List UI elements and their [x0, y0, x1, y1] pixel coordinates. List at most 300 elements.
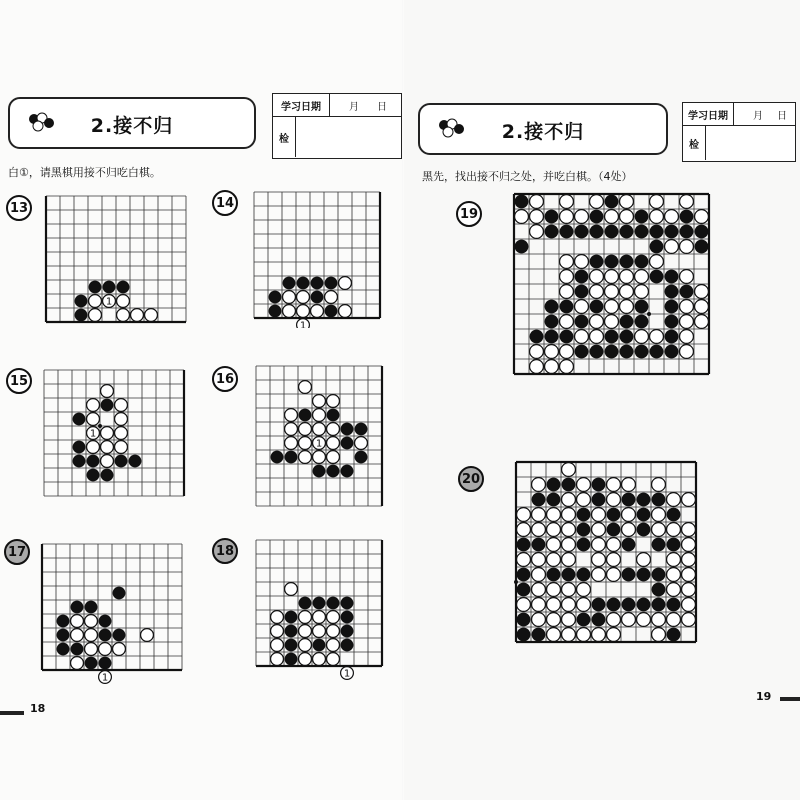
black-stone: [285, 625, 298, 638]
white-stone: [89, 309, 102, 322]
black-stone: [560, 300, 574, 314]
white-stone: [532, 478, 546, 492]
black-stone: [517, 628, 531, 642]
black-stone: [57, 615, 70, 628]
white-stone: [545, 360, 559, 374]
white-stone: [562, 538, 576, 552]
white-stone: [299, 381, 312, 394]
white-stone: [530, 210, 544, 224]
white-stone: [562, 493, 576, 507]
black-stone: [622, 598, 636, 612]
white-stone: [682, 493, 696, 507]
white-stone: [299, 423, 312, 436]
white-stone: [680, 315, 694, 329]
white-stone: [297, 291, 310, 304]
white-stone: [517, 508, 531, 522]
white-stone: [271, 625, 284, 638]
white-stone: [592, 628, 606, 642]
white-stone: [547, 613, 561, 627]
black-stone: [667, 628, 681, 642]
white-stone: [620, 210, 634, 224]
white-stone: [327, 611, 340, 624]
black-stone: [113, 587, 126, 600]
white-stone: [532, 523, 546, 537]
black-stone: [87, 469, 100, 482]
white-stone: [87, 441, 100, 454]
white-stone: [560, 315, 574, 329]
black-stone: [311, 277, 324, 290]
white-stone: [101, 385, 114, 398]
go-board-15: [40, 366, 190, 500]
white-stone: [680, 345, 694, 359]
black-stone: [327, 597, 340, 610]
white-stone: [680, 330, 694, 344]
right-title-box: [418, 103, 668, 155]
white-stone: [577, 478, 591, 492]
white-stone: [547, 538, 561, 552]
white-stone: [592, 538, 606, 552]
black-stone: [73, 413, 86, 426]
white-stone: [71, 615, 84, 628]
black-stone: [517, 568, 531, 582]
problem-number-15: 15: [6, 368, 32, 394]
white-stone: [650, 210, 664, 224]
white-stone: [299, 611, 312, 624]
black-stone: [605, 345, 619, 359]
white-stone: [299, 639, 312, 652]
move-number-label: 1: [315, 438, 323, 450]
white-stone: [517, 523, 531, 537]
black-stone: [341, 465, 354, 478]
white-stone: [620, 195, 634, 209]
problem-number-16: 16: [212, 366, 238, 392]
black-stone: [575, 225, 589, 239]
white-stone: [283, 291, 296, 304]
black-stone: [650, 345, 664, 359]
black-stone: [575, 285, 589, 299]
black-stone: [635, 315, 649, 329]
white-stone: [532, 583, 546, 597]
black-stone: [622, 568, 636, 582]
white-stone: [530, 345, 544, 359]
white-stone: [560, 360, 574, 374]
black-stone: [341, 625, 354, 638]
white-stone: [560, 195, 574, 209]
black-stone: [85, 657, 98, 670]
white-stone: [650, 255, 664, 269]
white-stone: [695, 210, 709, 224]
white-stone: [592, 553, 606, 567]
white-stone: [87, 413, 100, 426]
black-stone: [605, 330, 619, 344]
black-stone: [680, 210, 694, 224]
black-stone: [113, 629, 126, 642]
black-stone: [620, 255, 634, 269]
black-stone: [73, 441, 86, 454]
white-stone: [575, 255, 589, 269]
star-point: [647, 312, 651, 316]
black-stone: [99, 629, 112, 642]
white-stone: [313, 653, 326, 666]
black-stone: [680, 225, 694, 239]
black-stone: [637, 568, 651, 582]
black-stone: [517, 583, 531, 597]
white-stone: [622, 523, 636, 537]
move-number-label: 1: [101, 672, 109, 684]
black-stone: [85, 601, 98, 614]
black-stone: [545, 210, 559, 224]
white-stone: [313, 423, 326, 436]
black-stone: [635, 225, 649, 239]
white-stone: [650, 330, 664, 344]
black-stone: [622, 538, 636, 552]
record-date-label: 学习日期: [273, 94, 330, 116]
right-page: [404, 0, 800, 800]
white-stone: [327, 451, 340, 464]
black-stone: [560, 330, 574, 344]
black-stone: [652, 583, 666, 597]
white-stone: [682, 523, 696, 537]
black-stone: [575, 270, 589, 284]
left-title-box: [8, 97, 256, 149]
black-stone: [341, 611, 354, 624]
white-stone: [313, 409, 326, 422]
white-stone: [680, 270, 694, 284]
white-stone: [560, 210, 574, 224]
white-stone: [87, 399, 100, 412]
white-stone: [71, 629, 84, 642]
white-stone: [590, 285, 604, 299]
white-stone: [560, 255, 574, 269]
white-stone: [607, 493, 621, 507]
white-stone: [101, 455, 114, 468]
white-stone: [85, 615, 98, 628]
white-stone: [622, 508, 636, 522]
white-stone: [560, 270, 574, 284]
black-stone: [590, 225, 604, 239]
white-stone: [620, 300, 634, 314]
white-stone: [285, 409, 298, 422]
black-stone: [590, 300, 604, 314]
white-stone: [562, 553, 576, 567]
white-stone: [339, 305, 352, 318]
black-stone: [665, 300, 679, 314]
page-bar-right: [780, 697, 800, 701]
black-stone: [129, 455, 142, 468]
black-stone: [667, 508, 681, 522]
black-stone: [285, 639, 298, 652]
black-stone: [75, 295, 88, 308]
white-stone: [577, 493, 591, 507]
white-stone: [327, 625, 340, 638]
white-stone: [592, 568, 606, 582]
black-stone: [680, 285, 694, 299]
white-stone: [667, 568, 681, 582]
black-stone: [590, 210, 604, 224]
black-stone: [117, 281, 130, 294]
white-stone: [562, 628, 576, 642]
white-stone: [577, 583, 591, 597]
white-stone: [115, 427, 128, 440]
black-stone: [577, 538, 591, 552]
black-stone: [590, 255, 604, 269]
black-stone: [695, 225, 709, 239]
instruction-text: 黑先，找出接不归之处，并吃白棋。（4处）: [422, 170, 633, 183]
record-day-label: 日: [377, 101, 387, 113]
white-stone: [113, 643, 126, 656]
white-stone: [545, 345, 559, 359]
black-stone: [327, 465, 340, 478]
star-point: [98, 424, 102, 428]
black-stone: [532, 538, 546, 552]
white-stone: [562, 613, 576, 627]
white-stone: [299, 653, 312, 666]
black-stone: [652, 568, 666, 582]
move-number-label: 1: [89, 428, 97, 440]
white-stone: [607, 478, 621, 492]
white-stone: [117, 309, 130, 322]
page-number: 19: [756, 690, 772, 703]
record-month-label: 月: [349, 101, 359, 113]
go-board-16: [252, 362, 392, 508]
white-stone: [607, 628, 621, 642]
black-stone: [313, 639, 326, 652]
white-stone: [682, 613, 696, 627]
black-stone: [547, 568, 561, 582]
study-record-box: [682, 102, 796, 162]
white-stone: [99, 643, 112, 656]
white-stone: [547, 598, 561, 612]
black-stone: [545, 225, 559, 239]
black-stone: [665, 270, 679, 284]
black-stone: [592, 598, 606, 612]
white-stone: [682, 538, 696, 552]
black-stone: [99, 615, 112, 628]
white-stone: [665, 240, 679, 254]
white-stone: [562, 583, 576, 597]
record-month-label: 月: [753, 110, 763, 122]
white-stone: [605, 315, 619, 329]
white-stone: [562, 523, 576, 537]
black-stone: [327, 409, 340, 422]
black-stone: [285, 451, 298, 464]
white-stone: [115, 399, 128, 412]
black-stone: [620, 345, 634, 359]
black-stone: [313, 465, 326, 478]
problem-number-14: 14: [212, 190, 238, 216]
black-stone: [57, 629, 70, 642]
white-stone: [637, 613, 651, 627]
go-board-19: [510, 190, 716, 402]
study-record-box: [272, 93, 402, 159]
black-stone: [517, 613, 531, 627]
problem-number-19: 19: [456, 201, 482, 227]
white-stone: [682, 598, 696, 612]
white-stone: [652, 508, 666, 522]
black-stone: [341, 597, 354, 610]
white-stone: [327, 395, 340, 408]
black-stone: [73, 455, 86, 468]
black-stone: [530, 330, 544, 344]
black-stone: [665, 345, 679, 359]
black-stone: [622, 493, 636, 507]
white-stone: [605, 270, 619, 284]
white-stone: [575, 300, 589, 314]
white-stone: [607, 568, 621, 582]
black-stone: [57, 643, 70, 656]
black-stone: [665, 285, 679, 299]
white-stone: [115, 441, 128, 454]
white-stone: [667, 553, 681, 567]
record-day-label: 日: [777, 110, 787, 122]
white-stone: [667, 493, 681, 507]
white-stone: [547, 523, 561, 537]
white-stone: [325, 291, 338, 304]
white-stone: [562, 598, 576, 612]
white-stone: [635, 270, 649, 284]
black-stone: [635, 255, 649, 269]
white-stone: [622, 613, 636, 627]
black-stone: [575, 345, 589, 359]
white-stone: [313, 611, 326, 624]
problem-number-20: 20: [458, 466, 484, 492]
white-stone: [695, 300, 709, 314]
white-stone: [680, 195, 694, 209]
black-stone: [637, 523, 651, 537]
white-stone: [271, 639, 284, 652]
white-stone: [547, 583, 561, 597]
black-stone: [560, 225, 574, 239]
white-stone: [590, 195, 604, 209]
white-stone: [285, 423, 298, 436]
page-title: 2.接不归: [501, 121, 585, 143]
black-stone: [299, 409, 312, 422]
white-stone: [652, 628, 666, 642]
white-stone: [667, 613, 681, 627]
black-stone: [667, 598, 681, 612]
white-stone: [297, 305, 310, 318]
white-stone: [532, 508, 546, 522]
black-stone: [607, 598, 621, 612]
black-stone: [355, 423, 368, 436]
black-stone: [562, 568, 576, 582]
move-number-label: 1: [105, 296, 113, 308]
white-stone: [592, 523, 606, 537]
black-stone: [547, 493, 561, 507]
white-stone: [695, 315, 709, 329]
black-stone: [299, 597, 312, 610]
black-stone: [341, 639, 354, 652]
go-board-18: [252, 536, 392, 680]
black-stone: [297, 277, 310, 290]
page-number: 18: [30, 702, 46, 715]
record-check-label: 检: [683, 126, 706, 160]
black-stone: [313, 597, 326, 610]
white-stone: [605, 210, 619, 224]
black-stone: [515, 240, 529, 254]
white-stone: [590, 315, 604, 329]
black-stone: [103, 281, 116, 294]
white-stone: [680, 300, 694, 314]
white-stone: [532, 613, 546, 627]
black-stone: [637, 508, 651, 522]
black-stone: [620, 225, 634, 239]
white-stone: [285, 437, 298, 450]
record-date-label: 学习日期: [683, 103, 734, 125]
black-stone: [605, 255, 619, 269]
record-check-label: 检: [273, 117, 296, 157]
white-stone: [530, 225, 544, 239]
black-stone: [667, 538, 681, 552]
white-stone: [313, 395, 326, 408]
white-stone: [71, 657, 84, 670]
white-stone: [327, 423, 340, 436]
black-stone: [545, 330, 559, 344]
black-stone: [99, 657, 112, 670]
black-stone: [637, 598, 651, 612]
black-stone: [532, 493, 546, 507]
white-stone: [530, 360, 544, 374]
problem-number-18: 18: [212, 538, 238, 564]
black-stone: [635, 300, 649, 314]
black-stone: [269, 291, 282, 304]
white-stone: [299, 451, 312, 464]
black-stone: [311, 291, 324, 304]
black-stone: [71, 643, 84, 656]
white-stone: [145, 309, 158, 322]
white-stone: [635, 330, 649, 344]
black-stone: [637, 493, 651, 507]
black-stone: [87, 455, 100, 468]
black-stone: [665, 225, 679, 239]
white-stone: [607, 613, 621, 627]
black-stone: [341, 423, 354, 436]
white-stone: [622, 478, 636, 492]
white-stone: [101, 427, 114, 440]
white-stone: [532, 553, 546, 567]
black-stone: [620, 315, 634, 329]
white-stone: [560, 345, 574, 359]
go-board-17: [38, 540, 194, 684]
white-stone: [355, 437, 368, 450]
white-stone: [532, 598, 546, 612]
black-stone: [620, 330, 634, 344]
white-stone: [575, 210, 589, 224]
white-stone: [299, 625, 312, 638]
black-stone: [652, 538, 666, 552]
black-stone: [562, 478, 576, 492]
black-stone: [89, 281, 102, 294]
black-stone: [665, 330, 679, 344]
white-stone: [85, 629, 98, 642]
black-stone: [269, 305, 282, 318]
black-stone: [577, 508, 591, 522]
black-stone: [592, 478, 606, 492]
white-stone: [562, 463, 576, 477]
black-stone: [285, 653, 298, 666]
white-stone: [339, 277, 352, 290]
black-stone: [650, 225, 664, 239]
white-stone: [605, 285, 619, 299]
white-stone: [620, 285, 634, 299]
white-stone: [530, 195, 544, 209]
black-stone: [605, 195, 619, 209]
go-board-14: [250, 188, 390, 328]
white-stone: [313, 451, 326, 464]
white-stone: [607, 553, 621, 567]
problem-number-17: 17: [4, 539, 30, 565]
white-stone: [605, 300, 619, 314]
